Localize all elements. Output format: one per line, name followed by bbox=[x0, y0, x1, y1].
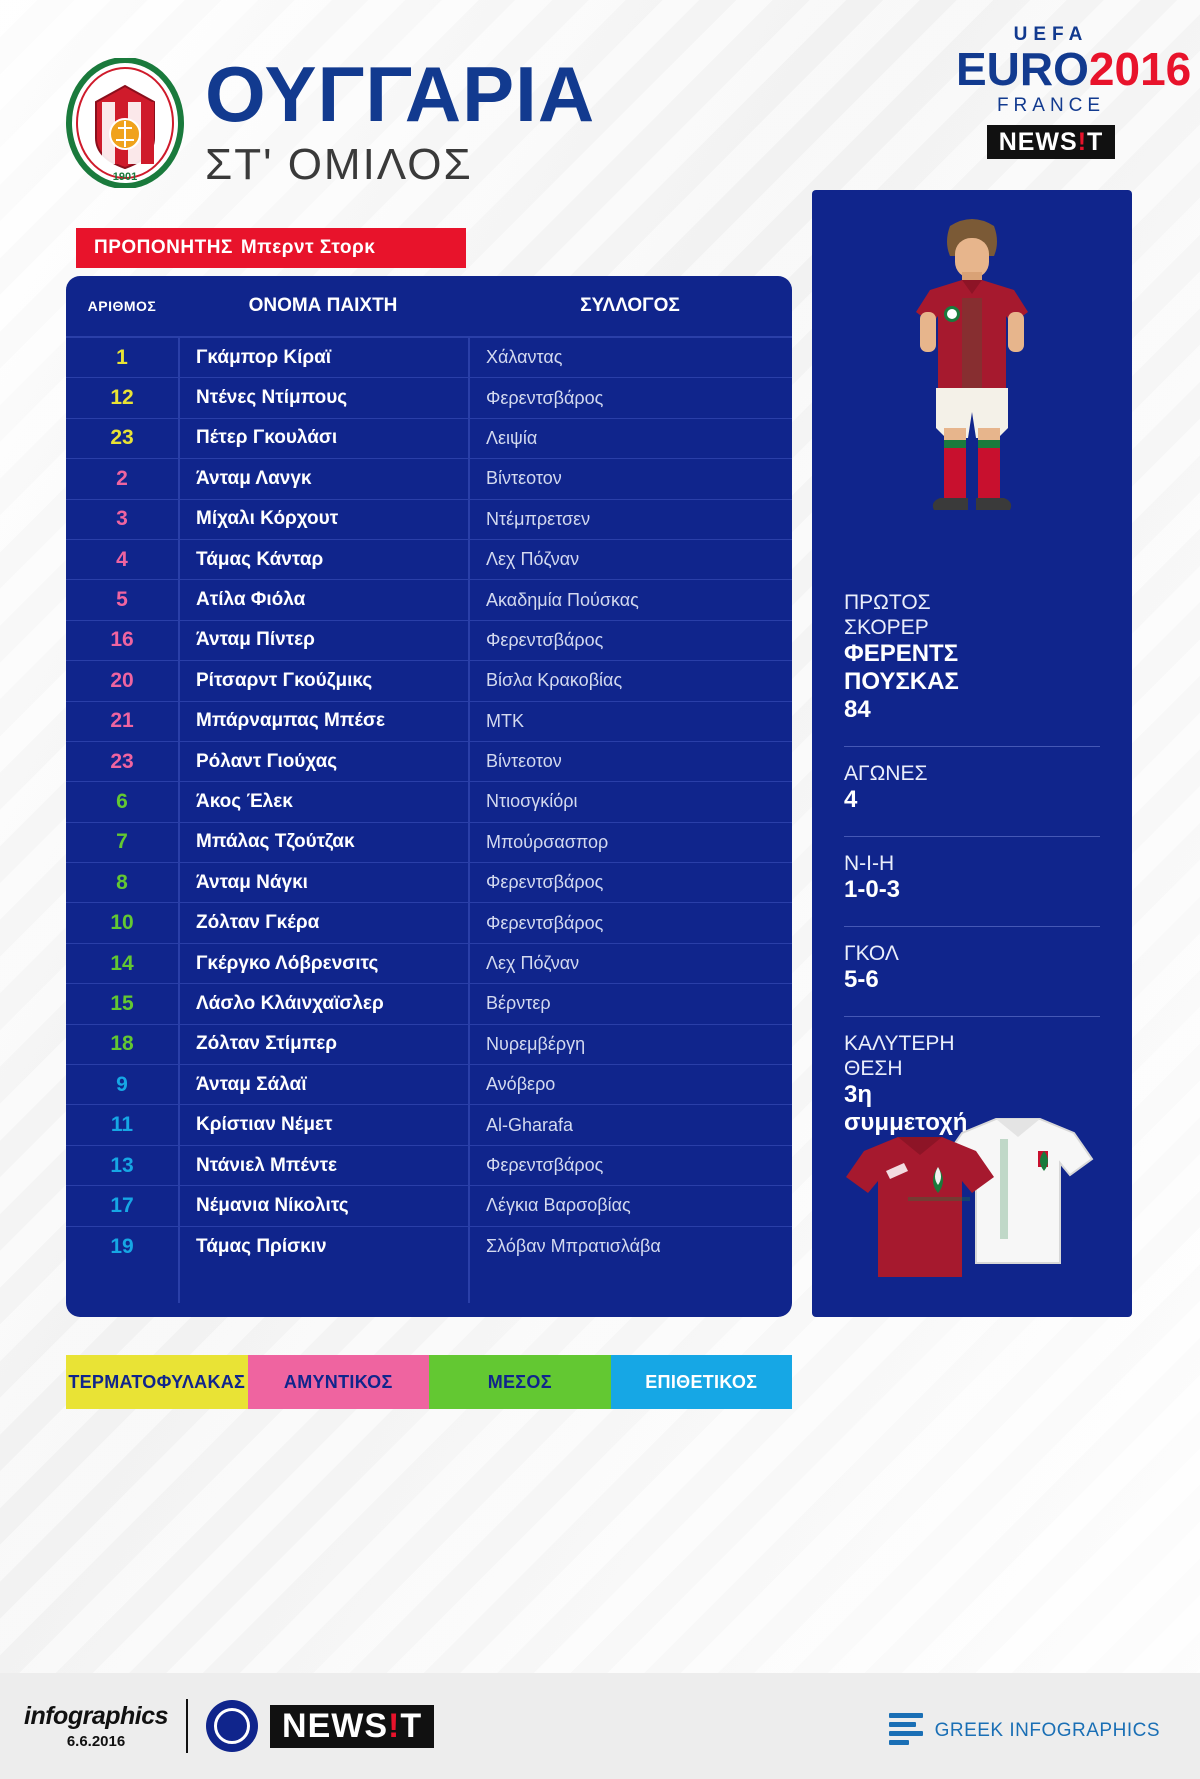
player-number: 20 bbox=[110, 668, 134, 692]
player-club: Ντιοσγκίόρι bbox=[486, 791, 578, 812]
player-name: Κρίστιαν Νέμετ bbox=[196, 1114, 333, 1136]
greek-infographics-label: GREEK INFOGRAPHICS bbox=[934, 1720, 1160, 1741]
player-name: Τάμας Πρίσκιν bbox=[196, 1235, 327, 1257]
table-row bbox=[66, 1146, 792, 1186]
player-number: 2 bbox=[116, 466, 128, 490]
stat-divider-2 bbox=[844, 836, 1100, 837]
page-title: ΟΥΓΓΑΡΙΑ bbox=[205, 50, 596, 138]
player-number: 23 bbox=[110, 426, 134, 450]
euro-label bbox=[956, 43, 1192, 95]
player-number: 18 bbox=[110, 1032, 134, 1056]
player-name: Άκος Έλεκ bbox=[196, 790, 293, 812]
kit-shirts-illustration bbox=[812, 1093, 1132, 1303]
stat-value-1: ΦΕΡΕΝΤΣ bbox=[844, 640, 959, 667]
player-number: 16 bbox=[110, 628, 134, 652]
player-name: Άνταμ Πίντερ bbox=[196, 629, 315, 651]
table-row bbox=[66, 580, 792, 620]
table-row bbox=[66, 702, 792, 742]
player-club: Λεχ Πόζναν bbox=[486, 549, 580, 570]
player-number: 6 bbox=[116, 789, 128, 813]
player-club: Λέγκια Βαρσοβίας bbox=[486, 1195, 631, 1216]
player-number: 9 bbox=[116, 1072, 128, 1096]
table-row bbox=[66, 459, 792, 499]
table-row bbox=[66, 1227, 792, 1267]
player-name: Ντένες Ντίμπους bbox=[196, 387, 348, 409]
player-name: Νέμανια Νίκολιτς bbox=[196, 1194, 349, 1216]
coach-name: Μπερντ Στορκ bbox=[240, 237, 376, 258]
footer-newsit-tail: T bbox=[400, 1706, 423, 1745]
stat-divider-1 bbox=[844, 746, 1100, 747]
stat-goals bbox=[844, 941, 1100, 1004]
table-row bbox=[66, 540, 792, 580]
stat-label: ΠΡΩΤΟΣ bbox=[844, 591, 931, 614]
player-number: 5 bbox=[116, 588, 128, 612]
player-club: ΜΤΚ bbox=[486, 710, 524, 731]
player-club: Φερεντσβάρος bbox=[486, 912, 604, 933]
newsit-logo bbox=[987, 125, 1115, 159]
stat-label: Ν-Ι-Η bbox=[844, 852, 895, 875]
player-number: 23 bbox=[110, 749, 134, 773]
player-name: Άνταμ Λανγκ bbox=[196, 467, 312, 489]
player-club: Ακαδημία Πούσκας bbox=[486, 589, 639, 610]
euro-2016-logo bbox=[956, 24, 1192, 159]
table-row bbox=[66, 903, 792, 943]
player-name: Ατίλα Φιόλα bbox=[196, 589, 306, 611]
table-row bbox=[66, 863, 792, 903]
table-row bbox=[66, 944, 792, 984]
player-name: Ζόλταν Στίμπερ bbox=[196, 1033, 338, 1055]
hungary-crest-icon bbox=[66, 58, 184, 188]
player-number: 13 bbox=[110, 1153, 134, 1177]
column-header-number: ΑΡΙΘΜΟΣ bbox=[87, 298, 157, 314]
table-row bbox=[66, 419, 792, 459]
table-row bbox=[66, 1025, 792, 1065]
player-number: 4 bbox=[116, 547, 128, 571]
stat-top-scorer bbox=[844, 590, 1100, 734]
player-number: 11 bbox=[110, 1113, 134, 1137]
player-club: Ντέμπρετσεν bbox=[486, 508, 591, 529]
player-number: 8 bbox=[116, 870, 128, 894]
table-body bbox=[66, 338, 792, 1267]
stat-label: ΚΑΛΥΤΕΡΗ bbox=[844, 1032, 955, 1055]
stat-record bbox=[844, 851, 1100, 914]
stat-matches bbox=[844, 761, 1100, 824]
footer-newsit-word: NEWS bbox=[282, 1706, 389, 1745]
uefa-label: UEFA bbox=[1013, 24, 1089, 45]
player-club: Βέρντερ bbox=[486, 993, 551, 1014]
footer-infographics bbox=[24, 1702, 168, 1750]
stat-value-1: 3η bbox=[844, 1081, 873, 1108]
greek-infographics-credit bbox=[889, 1713, 1160, 1749]
table-row bbox=[66, 1186, 792, 1226]
player-club: Μπούρσασπορ bbox=[486, 831, 609, 852]
player-club: Al-Gharafa bbox=[486, 1114, 574, 1135]
player-name: Μπάλας Τζούτζακ bbox=[196, 831, 355, 853]
stat-label-2: ΣΚΟΡΕΡ bbox=[844, 616, 929, 639]
player-name: Ρίτσαρντ Γκούζμικς bbox=[196, 669, 373, 691]
player-club: Βίντεοτον bbox=[486, 468, 562, 489]
player-club: Βίσλα Κρακοβίας bbox=[486, 670, 623, 691]
stat-value-2: ΠΟΥΣΚΑΣ bbox=[844, 668, 959, 695]
stat-divider-4 bbox=[844, 1016, 1100, 1017]
table-row bbox=[66, 742, 792, 782]
table-row bbox=[66, 661, 792, 701]
newsit-word: NEWS bbox=[998, 127, 1078, 156]
stats-list bbox=[844, 590, 1100, 1147]
legend-midfielder: ΜΕΣΟΣ bbox=[429, 1355, 611, 1409]
newsit-dot: ! bbox=[1077, 127, 1088, 156]
position-legend bbox=[66, 1355, 792, 1409]
stat-divider-3 bbox=[844, 926, 1100, 927]
player-name: Ζόλταν Γκέρα bbox=[196, 912, 320, 934]
group-subtitle: ΣΤ' ΟΜΙΛΟΣ bbox=[205, 140, 473, 189]
player-number: 12 bbox=[110, 386, 134, 410]
legend-goalkeeper: ΤΕΡΜΑΤΟΦΥΛΑΚΑΣ bbox=[66, 1355, 248, 1409]
stat-label: ΑΓΩΝΕΣ bbox=[844, 762, 928, 785]
table-row bbox=[66, 1065, 792, 1105]
player-number: 14 bbox=[110, 951, 134, 975]
stat-value-2: συμμετοχή bbox=[844, 1109, 968, 1136]
player-name: Γκέργκο Λόβρενσιτς bbox=[196, 952, 379, 974]
euro-country: FRANCE bbox=[996, 95, 1106, 116]
table-row bbox=[66, 500, 792, 540]
column-header-name: ΟΝΟΜΑ ΠΑΙΧΤΗ bbox=[248, 295, 398, 316]
footer-branding bbox=[24, 1699, 434, 1753]
player-number: 15 bbox=[110, 991, 134, 1015]
footer bbox=[0, 1673, 1200, 1779]
table-row bbox=[66, 823, 792, 863]
stat-value: 5-6 bbox=[844, 966, 879, 993]
legend-defender: ΑΜΥΝΤΙΚΟΣ bbox=[248, 1355, 430, 1409]
footer-date: 6.6.2016 bbox=[66, 1733, 126, 1750]
stat-label: ΓΚΟΛ bbox=[844, 942, 899, 965]
player-name: Τάμας Κάνταρ bbox=[196, 548, 324, 570]
stats-panel bbox=[812, 190, 1132, 1317]
greek-infographics-icon bbox=[889, 1713, 923, 1749]
player-number: 1 bbox=[116, 345, 128, 369]
player-name: Μπάρναμπας Μπέσε bbox=[196, 710, 385, 732]
player-club: Ανόβερο bbox=[486, 1074, 556, 1095]
table-row bbox=[66, 378, 792, 418]
table-header-row bbox=[66, 276, 792, 338]
column-divider-1 bbox=[178, 338, 180, 1303]
player-name: Ρόλαντ Γιούχας bbox=[196, 750, 338, 772]
coach-bar bbox=[76, 228, 466, 268]
stat-value: 4 bbox=[844, 786, 858, 813]
player-name: Λάσλο Κλάινχαϊσλερ bbox=[196, 992, 384, 1014]
table-row bbox=[66, 782, 792, 822]
table-row bbox=[66, 338, 792, 378]
column-divider-2 bbox=[468, 338, 470, 1303]
player-number: 3 bbox=[116, 507, 128, 531]
table-row bbox=[66, 621, 792, 661]
player-number: 21 bbox=[110, 709, 134, 733]
player-number: 10 bbox=[110, 911, 134, 935]
player-club: Φερεντσβάρος bbox=[486, 872, 604, 893]
player-club: Λειψία bbox=[486, 427, 538, 448]
coach-label: ΠΡΟΠΟΝΗΤΗΣ bbox=[94, 237, 233, 258]
player-club: Σλόβαν Μπρατισλάβα bbox=[486, 1236, 661, 1257]
stat-value: 1-0-3 bbox=[844, 876, 901, 903]
player-club: Νυρεμβέργη bbox=[486, 1033, 586, 1054]
player-name: Άνταμ Νάγκι bbox=[196, 871, 308, 893]
newsit-tail: T bbox=[1087, 127, 1104, 156]
column-header-club: ΣΥΛΛΟΓΟΣ bbox=[580, 295, 680, 316]
player-name: Πέτερ Γκουλάσι bbox=[196, 427, 338, 449]
legend-forward: ΕΠΙΘΕΤΙΚΟΣ bbox=[611, 1355, 793, 1409]
stat-value-3: 84 bbox=[844, 696, 871, 723]
player-club: Χάλαντας bbox=[486, 347, 563, 368]
stat-label-2: ΘΕΣΗ bbox=[844, 1057, 903, 1080]
euro-ball-icon bbox=[206, 1700, 258, 1752]
player-kit-illustration bbox=[812, 202, 1132, 532]
player-number: 17 bbox=[110, 1193, 134, 1217]
euro-word: EURO bbox=[956, 43, 1089, 95]
footer-infographics-title: infographics bbox=[24, 1702, 169, 1730]
table-row bbox=[66, 1105, 792, 1145]
footer-divider bbox=[186, 1699, 188, 1753]
player-number: 7 bbox=[116, 830, 128, 854]
player-club: Φερεντσβάρος bbox=[486, 1155, 604, 1175]
player-club: Λεχ Πόζναν bbox=[486, 953, 580, 974]
player-name: Γκάμπορ Κίραϊ bbox=[196, 346, 332, 368]
footer-newsit-dot: ! bbox=[388, 1706, 401, 1745]
table-row bbox=[66, 984, 792, 1024]
player-name: Μίχαλι Κόρχουτ bbox=[196, 508, 339, 530]
player-club: Βίντεοτον bbox=[486, 751, 562, 772]
player-club: Φερεντσβάρος bbox=[486, 629, 604, 650]
squad-table bbox=[66, 276, 792, 1317]
footer-newsit-logo bbox=[270, 1705, 434, 1748]
player-club: Φερεντσβάρος bbox=[486, 387, 604, 408]
player-number: 19 bbox=[110, 1234, 134, 1258]
euro-year: 2016 bbox=[1088, 43, 1192, 95]
player-name: Ντάνιελ Μπέντε bbox=[196, 1154, 338, 1176]
title-wrap bbox=[205, 52, 595, 190]
player-name: Άνταμ Σάλαϊ bbox=[196, 1073, 307, 1095]
svg-text:1901: 1901 bbox=[112, 171, 138, 183]
